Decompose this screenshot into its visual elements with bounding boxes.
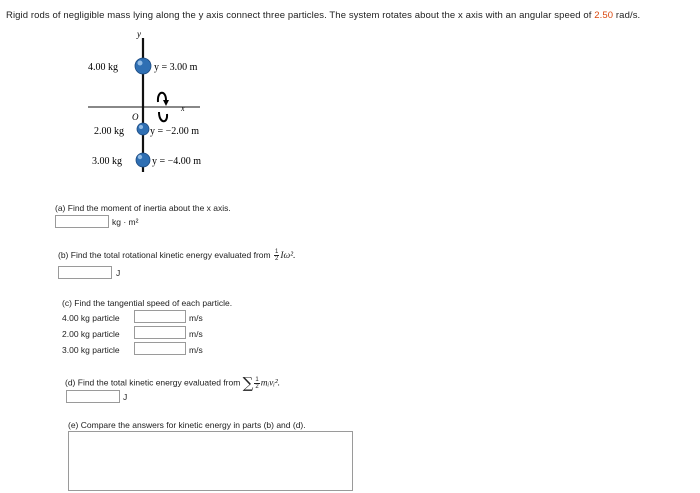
- part-e-prompt: (e) Compare the answers for kinetic energy in parts (b) and (d).: [68, 420, 306, 430]
- angular-speed-unit: rad/s.: [615, 10, 641, 21]
- particle-ball-1: [135, 58, 151, 74]
- particle-ball-3-shine: [138, 155, 142, 159]
- part-d-frac-num: 1: [255, 376, 259, 383]
- part-c-row-1-label: 4.00 kg particle: [62, 313, 120, 323]
- part-b-formula: Iω².: [280, 250, 296, 261]
- part-c-prompt: (c) Find the tangential speed of each particle.: [62, 298, 233, 308]
- angular-speed-value: 2.50: [594, 10, 614, 21]
- part-c-row-1-unit: m/s: [189, 313, 203, 323]
- part-c-row-2-label: 2.00 kg particle: [62, 329, 120, 339]
- part-c-row-3-input[interactable]: [134, 342, 186, 355]
- particle-ball-1-shine: [138, 61, 143, 66]
- problem-text: Rigid rods of negligible mass lying along the y axis connect three particles. The system rotates about the x axis with an angular speed of: [6, 10, 592, 21]
- part-c-row-3-label: 3.00 kg particle: [62, 345, 120, 355]
- particle-diagram: [80, 28, 300, 178]
- particle-3-mass: 3.00 kg: [92, 156, 122, 167]
- part-d-sigma: ∑: [242, 374, 254, 392]
- part-c-row-2-unit: m/s: [189, 329, 203, 339]
- part-b-fraction: [274, 249, 279, 262]
- part-d-frac-den: 2: [255, 383, 259, 390]
- part-b-unit: J: [116, 268, 121, 278]
- part-b-prompt-row: [58, 249, 295, 262]
- y-axis-label: y: [137, 29, 141, 39]
- particle-1-mass: 4.00 kg: [88, 62, 118, 73]
- origin-label: O: [132, 112, 139, 122]
- particle-2-position: y = −2.00 m: [150, 126, 200, 137]
- particle-ball-3: [136, 153, 150, 167]
- part-d-formula: mᵢvᵢ².: [260, 378, 281, 389]
- part-c-row-3-unit: m/s: [189, 345, 203, 355]
- part-c-row-1-input[interactable]: [134, 310, 186, 323]
- part-a-unit: kg · m²: [112, 217, 139, 227]
- part-a-prompt: (a) Find the moment of inertia about the x axis.: [55, 203, 231, 213]
- x-axis-label: x: [181, 104, 185, 113]
- rotation-arrow-head: [163, 100, 169, 106]
- particle-ball-2-shine: [139, 125, 143, 129]
- particle-2-mass: 2.00 kg: [94, 126, 124, 137]
- part-d-unit: J: [123, 392, 128, 402]
- particle-1-position: y = 3.00 m: [154, 62, 198, 73]
- part-d-fraction: [254, 377, 259, 390]
- part-b-prompt: (b) Find the total rotational kinetic energy evaluated from: [58, 249, 271, 260]
- part-a-answer-input[interactable]: [55, 215, 109, 228]
- rotation-arrow-curl: [159, 112, 167, 121]
- problem-statement: [6, 10, 640, 21]
- part-b-answer-input[interactable]: [58, 266, 112, 279]
- part-b-frac-num: 1: [275, 249, 279, 255]
- part-c-row-2-input[interactable]: [134, 326, 186, 339]
- particle-3-position: y = −4.00 m: [152, 156, 202, 167]
- part-b-frac-den: 2: [275, 256, 279, 262]
- particle-ball-2: [137, 123, 149, 135]
- part-d-answer-input[interactable]: [66, 390, 120, 403]
- part-d-prompt: (d) Find the total kinetic energy evaluated from: [65, 377, 241, 388]
- part-e-answer-textarea[interactable]: [68, 431, 353, 491]
